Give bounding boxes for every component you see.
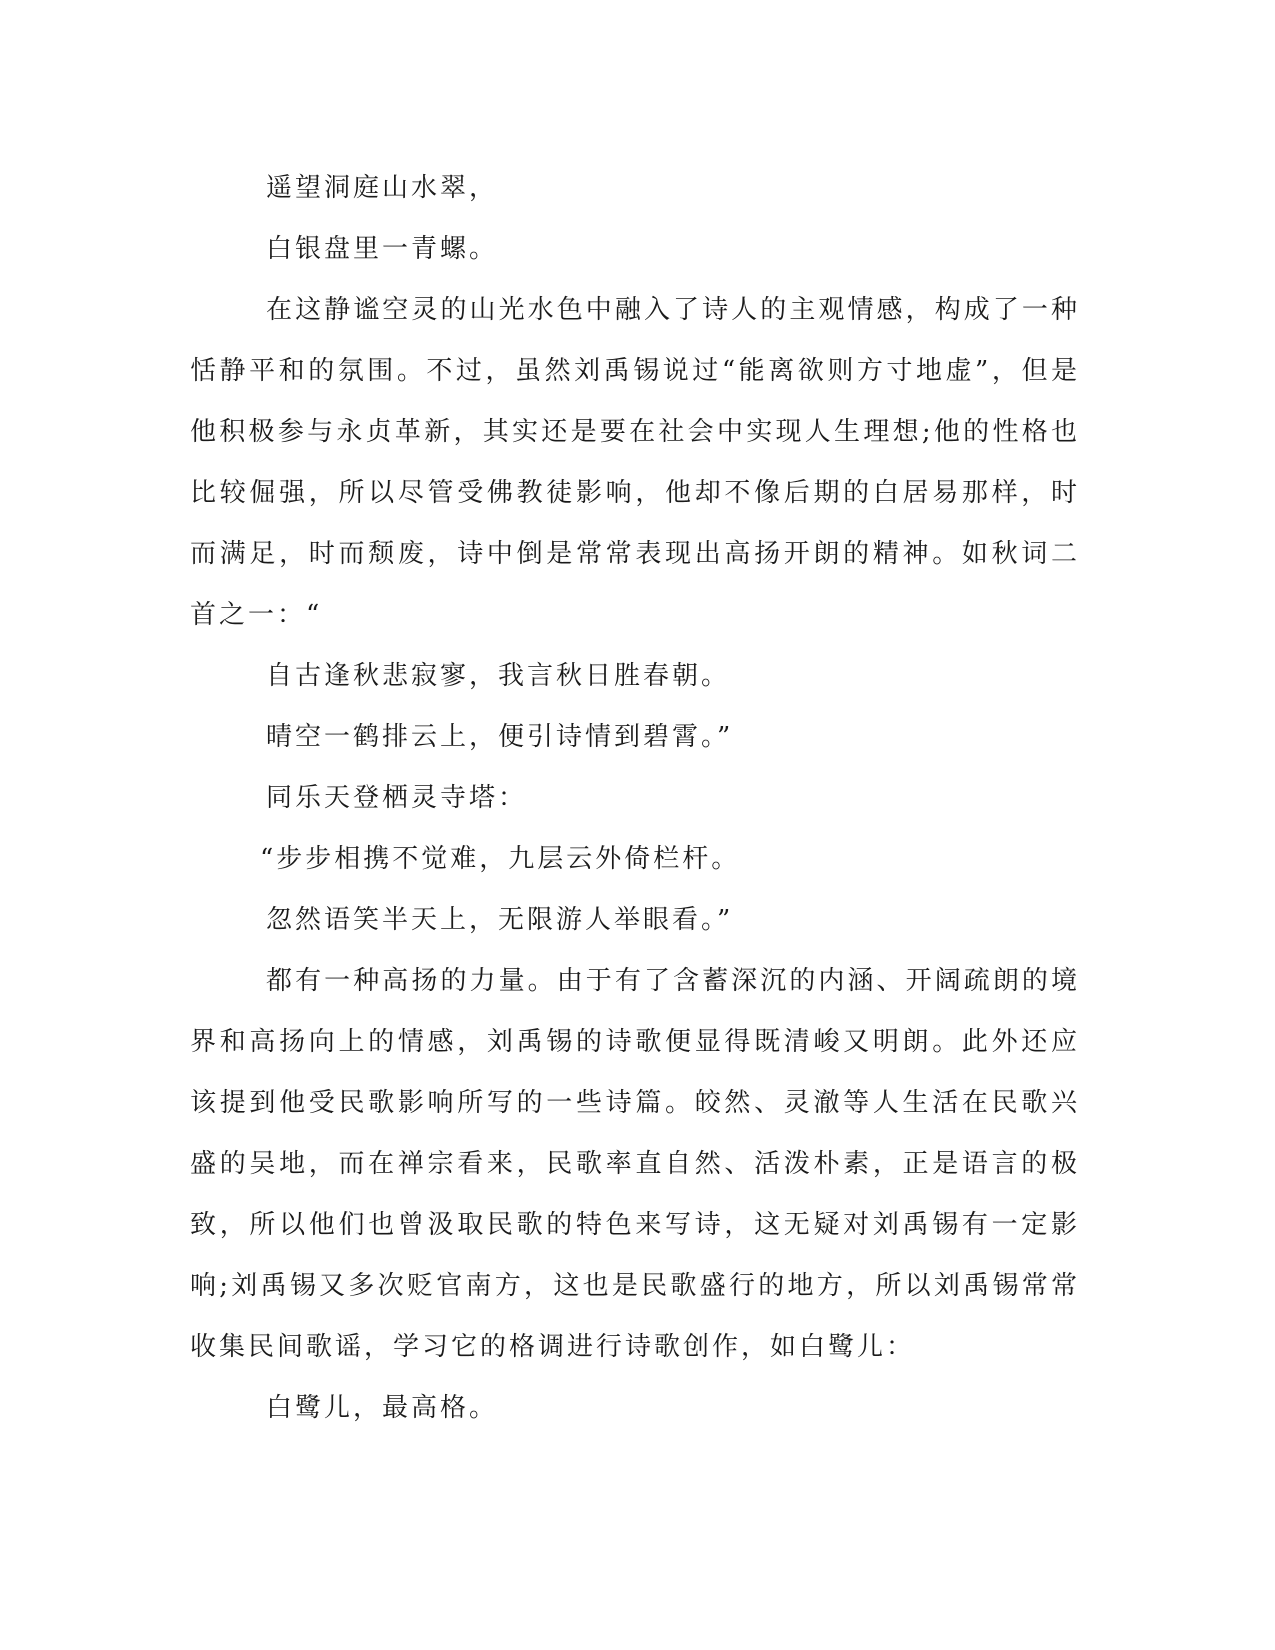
poem-line: 白鹭儿，最高格。: [266, 1393, 499, 1423]
poem-line: 忽然语笑半天上，无限游人举眼看。”: [266, 905, 734, 935]
poem-line: “步步相携不觉难，九层云外倚栏杆。: [260, 844, 741, 874]
document-body: [190, 158, 1080, 1439]
poem-line: 自古逢秋悲寂寥，我言秋日胜春朝。: [266, 661, 731, 691]
poem-line: 白银盘里一青螺。: [266, 234, 499, 264]
body-paragraph: 在这静谧空灵的山光水色中融入了诗人的主观情感，构成了一种恬静平和的氛围。不过，虽然刘禹锡说过“能离欲则方寸地虚”，但是他积极参与永贞革新，其实还是要在社会中实现人生理想;他的性格也比较倔强，所以尽管受佛教徒影响，他却不像后期的白居易那样，时而满足，时而颓废，诗中倒是常常表现出高扬开朗的精神。如秋词二首之一：“: [190, 295, 1080, 630]
poem-title-line: 同乐天登栖灵寺塔：: [266, 783, 528, 813]
body-paragraph: 都有一种高扬的力量。由于有了含蓄深沉的内涵、开阔疏朗的境界和高扬向上的情感，刘禹锡的诗歌便显得既清峻又明朗。此外还应该提到他受民歌影响所写的一些诗篇。皎然、灵澈等人生活在民歌兴盛的吴地，而在禅宗看来，民歌率直自然、活泼朴素，正是语言的极致，所以他们也曾汲取民歌的特色来写诗，这无疑对刘禹锡有一定影响;刘禹锡又多次贬官南方，这也是民歌盛行的地方，所以刘禹锡常常收集民间歌谣，学习它的格调进行诗歌创作，如白鹭儿：: [190, 966, 1080, 1362]
poem-line: 晴空一鹤排云上，便引诗情到碧霄。”: [266, 722, 734, 752]
poem-line: 遥望洞庭山水翠，: [266, 173, 499, 203]
